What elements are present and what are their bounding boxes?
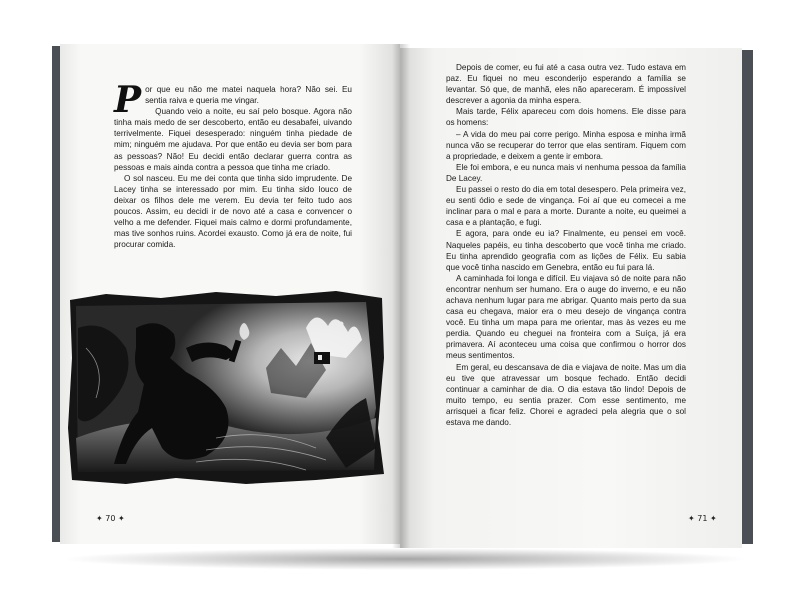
paragraph: Depois de comer, eu fui até a casa outra vez. Tudo estava em paz. Eu fiquei no meu esconderijo esperando a família se levantar. Só que, de manhã, eles não apareceram. É impossível descrever a agonia da minha espera. (446, 63, 686, 106)
book-shadow (60, 548, 750, 570)
paragraph: Em geral, eu descansava de dia e viajava de noite. Mas um dia eu tive que atravessar um bosque fechado. Então decidi continuar a caminhar de dia. O dia estava tão lindo! Depois de muito tempo, eu sentia prazer. Com esse sentimento, me arrisquei a ficar feliz. Chorei e agradeci pela alegria que o sol estava me dando. (446, 362, 686, 427)
left-page-text (114, 79, 352, 250)
paragraph: – A vida do meu pai corre perigo. Minha esposa e minha irmã nunca vão se recuperar do terror que elas sentiram. Fiquem com a propriedade, e deixem a gente ir embora. (446, 129, 686, 161)
paragraph-text: or que eu não me matei naquela hora? Não sei. Eu sentia raiva e queria me vingar. (145, 85, 352, 106)
paragraph: Ele foi embora, e eu nunca mais vi nenhuma pessoa da família De Lacey. (446, 162, 686, 183)
book-gutter (392, 44, 410, 548)
paragraph: Eu passei o resto do dia em total desespero. Pela primeira vez, eu senti ódio e sede de vingança. Foi aí que eu comecei a me inclinar para o mal e para a morte. Durante a noite, eu queimei a casa e a plantação, e fugi. (446, 185, 686, 228)
page-number-text: 71 (697, 514, 708, 523)
page-number-left: ✦ 70 ✦ (96, 514, 125, 523)
paragraph: Mais tarde, Félix apareceu com dois homens. Ele disse para os homens: (446, 107, 686, 128)
paragraph (114, 79, 352, 121)
page-number-right: ✦ 71 ✦ (688, 514, 717, 523)
paragraph: E agora, para onde eu ia? Finalmente, eu pensei em você. Naqueles papéis, eu tinha descoberto que você tinha me criado. Eu tinha aprendido geografia com as lições de Félix. Eu sabia que você tinha nascido em Genebra, então eu fui para lá. (446, 229, 686, 272)
monster-burning-house-illustration (66, 288, 386, 488)
drop-cap: P (114, 79, 142, 121)
paragraph: A caminhada foi longa e difícil. Eu viajava só de noite para não encontrar nenhum ser humano. Era o auge do inverno, e eu não achava nenhum lugar para me abrigar. Quanto mais perto da sua casa eu chegava, maior era o meu desejo de vingança contra você. Eu tinha um mapa para me orientar, mas às vezes eu me perdia. Quando eu cheguei na fronteira com a Suíça, já era primavera. Aí aconteceu uma coisa que confirmou o horror dos meus sentimentos. (446, 273, 686, 361)
right-page-text (446, 62, 686, 428)
page-number-text: 70 (105, 514, 116, 523)
paragraph: O sol nasceu. Eu me dei conta que tinha sido imprudente. De Lacey tinha se interessado por mim. Eu tinha sido louco de deixar os filhos dele me verem. Eu devia ter feito tudo aos poucos. Assim, eu decidi ir de novo até a casa e convencer o velho a me defender. Fiquei mais calmo e dormi profundamente, mas tive sonhos ruins. Acordei exausto. Como já era de noite, fui procurar comida. (114, 173, 352, 250)
paragraph: Quando veio a noite, eu saí pelo bosque. Agora não tinha mais medo de ser descoberto, então eu desabafei, uivando terrivelmente. Fiquei desesperado: ninguém tinha piedade de mim; ninguém me ajudava. Por que então eu devia ser bom para as pessoas? Não! Eu decidi então declarar guerra contra as pessoas e mais ainda contra a pessoa que tinha me criado. (114, 107, 352, 172)
